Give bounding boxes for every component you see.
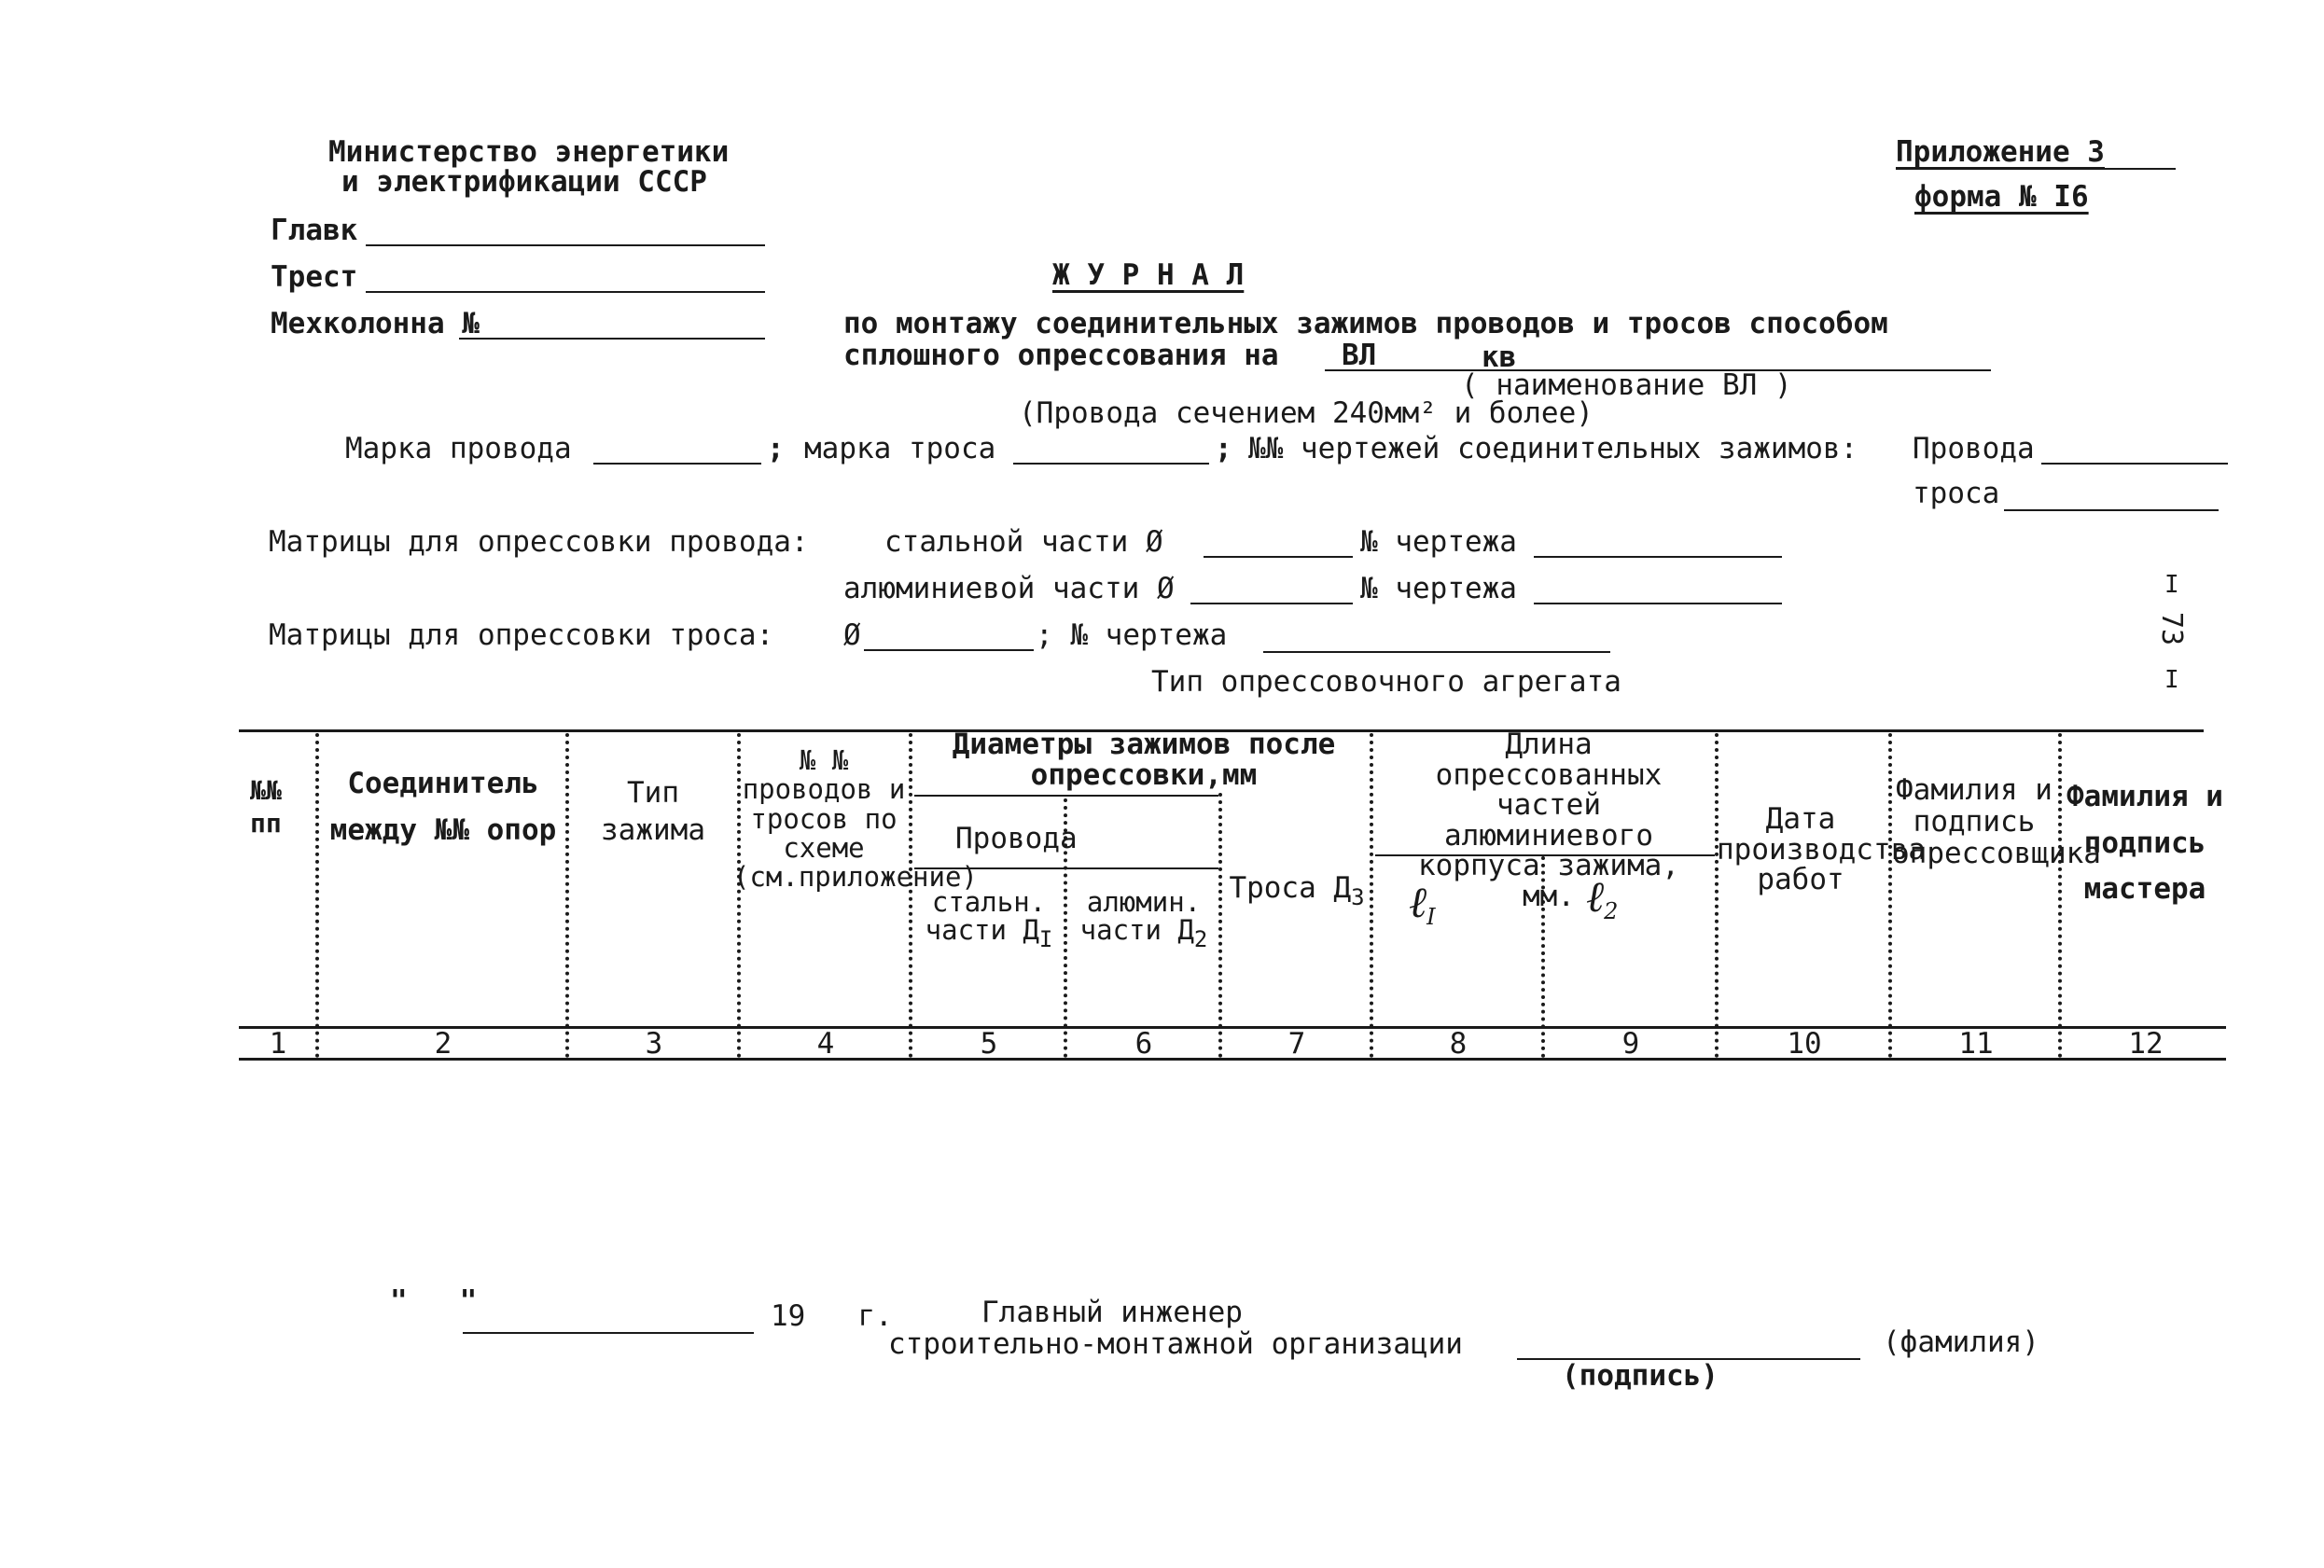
trest-field[interactable] — [366, 291, 765, 293]
date-field[interactable] — [463, 1332, 754, 1334]
chief-engineer-line-2: строительно-монтажной организации — [888, 1327, 1463, 1361]
dies-cable-dia-label: Ø — [843, 618, 861, 652]
vl-name-hint: ( наименование ВЛ ) — [1461, 368, 1792, 402]
header-date: Дата производства работ — [1717, 802, 1926, 897]
wire-brand-label: Марка провода — [345, 432, 572, 465]
dies-cable-drawing-label: ; № чертежа — [1036, 618, 1228, 652]
header-l1: ℓ$_I$ — [1409, 877, 1436, 930]
col-number: 12 — [2128, 1027, 2164, 1061]
col-number: 9 — [1621, 1027, 1640, 1061]
diam-group-rule — [914, 795, 1218, 797]
dies-cable-dia-field[interactable] — [864, 649, 1034, 651]
chief-engineer-line-1: Главный инженер — [981, 1296, 1243, 1329]
dies-cable-drawing-field[interactable] — [1263, 651, 1610, 653]
journal-title: Ж У Р Н А Л — [1052, 258, 1245, 292]
col-divider — [315, 733, 319, 1058]
appendix-label: Приложение 3 — [1896, 135, 2105, 169]
dies-steel-drawing-label: № чертежа — [1360, 525, 1517, 559]
col-number: 11 — [1958, 1027, 1994, 1061]
title-line-2: сплошного опрессования на — [843, 339, 1279, 372]
page-number: 73 — [2155, 612, 2188, 646]
dies-cable-label: Матрицы для опрессовки троса: — [269, 618, 774, 652]
year-label: 19 г. — [771, 1299, 893, 1333]
page-marker-top: I — [2164, 571, 2179, 599]
header-wires: Провода — [955, 822, 1078, 855]
cable-brand-field[interactable] — [1013, 463, 1209, 465]
col-number: 8 — [1449, 1027, 1468, 1061]
surname-hint: (фамилия) — [1883, 1325, 2039, 1359]
appendix-underline — [1896, 168, 2176, 170]
dies-aluminium-field[interactable] — [1190, 603, 1353, 604]
drawings-cable-field[interactable] — [2004, 509, 2219, 511]
col-number: 4 — [816, 1027, 835, 1061]
mekhkolonna-field[interactable] — [459, 338, 765, 340]
header-alum: алюмин. части $Д_2$ — [1079, 886, 1208, 953]
drawings-wire-label: Провода — [1913, 432, 2035, 465]
separator: ; — [767, 432, 785, 465]
table-number-rule — [239, 1026, 2226, 1029]
col-number: 3 — [645, 1027, 663, 1061]
header-steel: стальн. части $Д_I$ — [925, 886, 1053, 953]
glavk-label: Главк — [271, 214, 358, 247]
col-divider — [1218, 793, 1222, 1058]
header-cable: Троса $Д_3$ — [1229, 871, 1365, 910]
title-line-1: по монтажу соединительных зажимов проводов и тросов способом — [843, 307, 1888, 340]
section-note: (Провода сечением 240мм² и более) — [1019, 396, 1593, 430]
header-length-group: Длина опрессованных частей алюминиевого корпуса зажима, мм. — [1418, 728, 1679, 913]
col-number: 10 — [1787, 1027, 1822, 1061]
col-divider — [565, 733, 569, 1058]
dies-steel-field[interactable] — [1204, 556, 1353, 558]
col-number: 6 — [1134, 1027, 1153, 1061]
col-number: 7 — [1287, 1027, 1306, 1061]
cable-brand-label: марка троса — [804, 432, 996, 465]
header-presser: Фамилия и подпись опрессовщика — [1892, 773, 2101, 871]
wire-brand-field[interactable] — [593, 463, 761, 465]
date-quotes: " " — [390, 1284, 478, 1318]
ministry-line-2: и электрификации СССР — [341, 165, 707, 199]
header-num: №№ пп — [250, 775, 282, 839]
col-number: 2 — [434, 1027, 452, 1061]
header-l2: ℓ$_2$ — [1586, 871, 1619, 924]
header-master: Фамилия и подпись мастера — [2067, 780, 2223, 907]
drawings-cable-label: троса — [1913, 477, 2000, 510]
form-number: форма № I6 — [1914, 180, 2089, 214]
dies-wire-label: Матрицы для опрессовки провода: — [269, 525, 809, 559]
dies-steel-label: стальной части Ø — [884, 525, 1163, 559]
col-divider — [1370, 733, 1373, 1058]
title-vl: ВЛ — [1342, 339, 1377, 372]
dies-steel-drawing-field[interactable] — [1534, 556, 1782, 558]
col-number: 1 — [269, 1027, 287, 1061]
press-type-label: Тип опрессовочного агрегата — [1151, 665, 1621, 699]
page-marker-bottom: I — [2164, 666, 2179, 694]
col-divider — [1715, 733, 1719, 1058]
dies-aluminium-drawing-label: № чертежа — [1360, 572, 1517, 605]
drawings-label: №№ чертежей соединительных зажимов: — [1248, 432, 1858, 465]
dies-aluminium-drawing-field[interactable] — [1534, 603, 1782, 604]
header-wire-nums: № № проводов и тросов по схеме (см.приложение) — [733, 744, 978, 894]
separator: ; — [1215, 432, 1232, 465]
dies-aluminium-label: алюминиевой части Ø — [843, 572, 1175, 605]
trest-label: Трест — [271, 260, 358, 294]
header-diam-group: Диаметры зажимов после опрессовки,мм — [952, 728, 1336, 793]
header-connector: Соединитель между №№ опор — [329, 767, 557, 847]
title-kv: кв — [1482, 340, 1517, 374]
col-number: 5 — [980, 1027, 998, 1061]
glavk-field[interactable] — [366, 244, 765, 246]
ministry-line-1: Министерство энергетики — [328, 135, 730, 169]
header-type: Тип зажима — [601, 776, 705, 848]
mekhkolonna-label: Мехколонна № — [271, 307, 480, 340]
signature-hint: (подпись) — [1562, 1359, 1719, 1393]
drawings-wire-field[interactable] — [2041, 463, 2228, 465]
